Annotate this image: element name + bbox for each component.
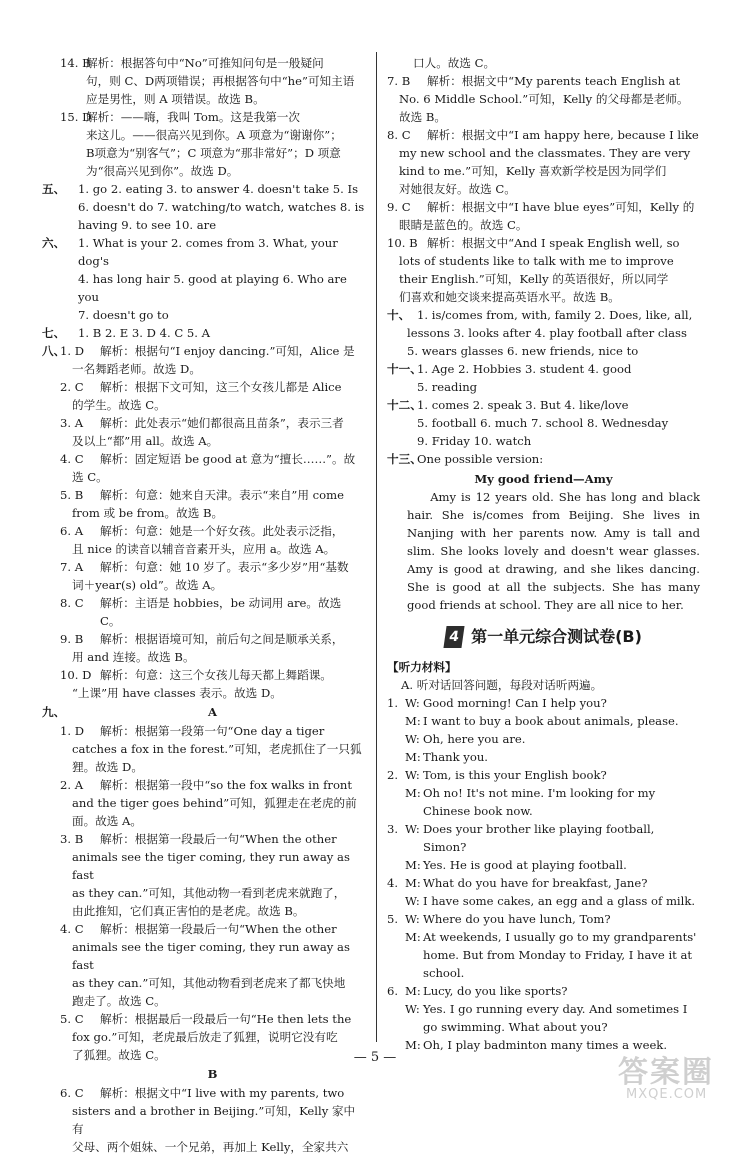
answer-line: and the tiger goes behind”可知，狐狸走在老虎的前: [72, 796, 357, 810]
speech-text: I want to buy a book about animals, please.: [423, 714, 679, 728]
answer-item: [60, 666, 365, 702]
section-9a-items: [60, 722, 365, 1064]
speaker-label: W:: [405, 732, 420, 746]
column-divider: [376, 52, 377, 1042]
unit-banner: [387, 626, 700, 648]
section-8: [42, 342, 365, 702]
section-13: 十三、 One possible version:: [387, 452, 544, 466]
answer-line: 解析：根据第一段第一句“One day a tiger: [100, 724, 325, 738]
answer-line: 一名舞蹈老师。故选 D。: [72, 362, 201, 376]
speech-text: Thank you.: [423, 750, 488, 764]
answer-line: 解析：根据下文可知，这三个女孩儿都是 Alice: [100, 380, 342, 394]
dialogue-line: [405, 694, 700, 712]
answer-item: [60, 594, 365, 630]
section-label: 八、: [42, 344, 66, 358]
answer-line: B项意为“别客气”；C 项意为“那非常好”；D 项意: [86, 146, 341, 160]
answer-line: 解析：根据第一段中“so the fox walks in front: [100, 778, 353, 792]
answer-line: 及以上“都”用 all。故选 A。: [72, 434, 219, 448]
section-label: 十、: [387, 308, 411, 322]
answer-line: animals see the tiger coming, they run away as fast: [72, 940, 350, 972]
section-12: 十二、 1. comes 2. speak 3. But 4. like/love 5. football 6. much 7. school 8. Wednesday 9. Friday 10. watch: [387, 398, 669, 448]
section-8-items: [60, 342, 365, 702]
answer-number: 10. B: [387, 236, 418, 250]
dialogue: [387, 910, 700, 982]
answer-line: 眼睛是蓝色的。故选 C。: [399, 218, 528, 232]
dialogue: [387, 982, 700, 1054]
answer-line: 解析：固定短语 be good at 意为“擅长……”。故: [100, 452, 356, 466]
answer-line: 解析：根据语境可知，前后句之间是顺承关系，: [100, 632, 344, 646]
answer-line: 解析：句意：这三个女孩儿每天都上舞蹈课。: [100, 668, 332, 682]
answer-line: lots of students like to talk with me to improve: [399, 254, 674, 268]
speaker-label: M:: [405, 750, 421, 764]
answer-line: 解析：根据文中“I live with my parents, two: [100, 1086, 345, 1100]
section-label: 十二、: [387, 398, 422, 412]
answer-line: 用 and 连接。故选 B。: [72, 650, 195, 664]
right-column: [387, 54, 700, 1054]
answer-number: 6. A: [60, 524, 84, 538]
answer-line: 解析：根据第一段最后一句“When the other: [100, 922, 337, 936]
answer-14: 14. B 解析：根据答句中“No”可推知问句是一般疑问: [60, 56, 324, 70]
answer-line: 们喜欢和她交谈来提高英语水平。故选 B。: [399, 290, 620, 304]
answer-line: 解析：根据最后一段最后一句“He then lets the: [100, 1012, 352, 1026]
speaker-label: M:: [405, 876, 421, 890]
answer-line: fox go.”可知，老虎最后放走了狐狸，说明它没有吃: [72, 1030, 338, 1044]
speaker-label: W:: [405, 894, 420, 908]
answer-item: [387, 234, 700, 306]
listening-intro: A. 听对话回答问题，每段对话听两遍。: [401, 678, 603, 692]
speaker-label: W:: [405, 912, 420, 926]
answer-item: [60, 722, 365, 776]
dialogue-line: [405, 766, 700, 784]
answer-line: 解析：句意：她来自天津。表示“来自”用 come: [100, 488, 344, 502]
answer-line: 解析：根据文中“I have blue eyes”可知，Kelly 的: [427, 200, 695, 214]
section-5: 五、 1. go 2. eating 3. to answer 4. doesn't take 5. Is 6. doesn't do 7. watching/to watch, watches 8. is having 9. to see 10. are: [42, 182, 365, 232]
answer-item: [60, 342, 365, 378]
answer-number: 8. C: [387, 128, 411, 142]
speech-text: Does your brother like playing football, Simon?: [423, 822, 655, 854]
section-9b-items: [60, 1084, 365, 1156]
answer-line: 狸。故选 D。: [72, 760, 143, 774]
section-label: 十三、: [387, 452, 422, 466]
essay-title: My good friend—Amy: [474, 472, 613, 486]
speech-text: What do you have for breakfast, Jane?: [423, 876, 648, 890]
right-answer-items: [387, 72, 700, 306]
unit-number-badge: 4: [444, 626, 465, 648]
essay-text: Amy is 12 years old. She has long and black hair. She is/comes from Beijing. She lives in Nanjing with her parents now. Amy is tall and slim. She looks lovely and doesn't wear glasses. Amy is good at drawing, and she likes dancing. She is good at all the subjects. She has many good friends at school. They are all nice to her.: [407, 490, 700, 612]
answer-line: 解析：句意：她是一个好女孩。此处表示泛指，: [100, 524, 344, 538]
answer-15: 15. D 解析：——嗨，我叫 Tom。这是我第一次: [60, 110, 300, 124]
page-number: — 5 —: [353, 1050, 397, 1065]
dialogue-line: [405, 856, 700, 874]
speech-text: Oh, here you are.: [423, 732, 526, 746]
answer-line: from 或 be from。故选 B。: [72, 506, 224, 520]
dialogue-line: [405, 910, 700, 928]
listening-tag: 【听力材料】: [387, 660, 457, 674]
dialogue: [387, 874, 700, 910]
dialogue-line: [405, 982, 700, 1000]
dialogue: [387, 820, 700, 874]
dialogue-line: [405, 1000, 700, 1036]
answer-line: 来这儿。——很高兴见到你。A 项意为“谢谢你”；: [86, 128, 342, 142]
section-7: 七、 1. B 2. E 3. D 4. C 5. A: [42, 326, 210, 340]
section-label: 十一、: [387, 362, 422, 376]
dialogue-line: [405, 874, 700, 892]
answer-number: 5. C: [60, 1012, 84, 1026]
dialogue-line: [405, 820, 700, 856]
speech-text: Yes. He is good at playing football.: [423, 858, 627, 872]
speaker-label: M:: [405, 1038, 421, 1052]
answer-item: [60, 378, 365, 414]
answer-item: [60, 522, 365, 558]
answer-number: 15. D: [60, 110, 92, 124]
answer-line: as they can.”可知，其他动物看到老虎来了都飞快地: [72, 976, 346, 990]
answer-item: [60, 920, 365, 1010]
answer-line: as they can.”可知，其他动物一看到老虎来就跑了，: [72, 886, 346, 900]
section-label: 九、: [42, 705, 66, 719]
dialogue-number: 2.: [387, 768, 399, 782]
speaker-label: M:: [405, 858, 421, 872]
dialogue-line: [405, 784, 700, 820]
speech-text: Oh, I play badminton many times a week.: [423, 1038, 668, 1052]
answer-line: my new school and the classmates. They are very: [399, 146, 691, 160]
answer-number: 14. B: [60, 56, 91, 70]
answer-line: 故选 B。: [399, 110, 446, 124]
answer-line: 了狐狸。故选 C。: [72, 1048, 166, 1062]
dialogue-line: [405, 748, 700, 766]
answer-line: kind to me.”可知，Kelly 喜欢新学校是因为同学们: [399, 164, 667, 178]
answer-line: “上课”用 have classes 表示。故选 D。: [72, 686, 282, 700]
answer-number: 7. B: [387, 74, 411, 88]
answer-line: 由此推知，它们真正害怕的是老虎。故选 B。: [72, 904, 305, 918]
answer-line: 解析：此处表示“她们都很高且苗条”，表示三者: [100, 416, 344, 430]
passage-a-heading: A: [208, 705, 217, 719]
answer-item: [60, 630, 365, 666]
dialogue: [387, 694, 700, 766]
answer-line: 解析：主语是 hobbies，be 动词用 are。故选 C。: [100, 596, 342, 628]
answer-number: 1. D: [60, 344, 85, 358]
passage-b-heading: B: [207, 1067, 218, 1081]
speaker-label: W:: [405, 696, 420, 710]
answer-line: 选 C。: [72, 470, 108, 484]
dialogue-line: [405, 730, 700, 748]
dialogue-number: 5.: [387, 912, 399, 926]
answer-line: catches a fox in the forest.”可知，老虎抓住了一只狐: [72, 742, 362, 756]
site-watermark: 答案圈 MXQE.COM: [618, 1055, 714, 1102]
answer-item: [60, 486, 365, 522]
dialogue-number: 4.: [387, 876, 399, 890]
answer-number: 6. C: [60, 1086, 84, 1100]
answer-line: 解析：根据句“I enjoy dancing.”可知，Alice 是: [100, 344, 355, 358]
answer-number: 3. A: [60, 416, 84, 430]
speech-text: I have some cakes, an egg and a glass of milk.: [423, 894, 696, 908]
answer-line: No. 6 Middle School.”可知，Kelly 的父母都是老师。: [399, 92, 689, 106]
dialogue: [387, 766, 700, 820]
answer-line: 对她很友好。故选 C。: [399, 182, 516, 196]
speech-text: Good morning! Can I help you?: [423, 696, 607, 710]
answer-line: 解析：根据文中“My parents teach English at: [427, 74, 681, 88]
speech-text: Tom, is this your English book?: [423, 768, 607, 782]
answer-line: 解析：根据文中“I am happy here, because I like: [427, 128, 699, 142]
answer-line: 跑走了。故选 C。: [72, 994, 166, 1008]
answer-number: 4. C: [60, 452, 84, 466]
speech-text: At weekends, I usually go to my grandparents' home. But from Monday to Friday, I have it at school.: [423, 930, 697, 980]
speaker-label: W:: [405, 822, 420, 836]
dialogue-line: [405, 928, 700, 982]
answer-item: [60, 558, 365, 594]
answer-continuation: 口人。故选 C。: [413, 56, 496, 70]
left-column: [42, 54, 365, 1156]
answer-number: 7. A: [60, 560, 84, 574]
answer-line: 解析：根据文中“And I speak English well, so: [427, 236, 680, 250]
answer-item: [387, 72, 700, 126]
answer-number: 5. B: [60, 488, 84, 502]
speaker-label: W:: [405, 1002, 420, 1016]
section-11: 十一、 1. Age 2. Hobbies 3. student 4. good 5. reading: [387, 362, 632, 394]
answer-number: 9. B: [60, 632, 84, 646]
speaker-label: M:: [405, 714, 421, 728]
dialogue-line: [405, 892, 700, 910]
answer-line: 解析：根据第一段最后一句“When the other: [100, 832, 337, 846]
dialogue-number: 1.: [387, 696, 399, 710]
answer-number: 2. C: [60, 380, 84, 394]
answer-line: sisters and a brother in Beijing.”可知，Kelly 家中有: [72, 1104, 356, 1136]
unit-title: 第一单元综合测试卷(B): [471, 627, 642, 646]
speech-text: Oh no! It's not mine. I'm looking for my Chinese book now.: [423, 786, 656, 818]
speaker-label: M:: [405, 984, 421, 998]
section-6: 六、 1. What is your 2. comes from 3. What, your dog's 4. has long hair 5. good at playing 6. Who are you 7. doesn't go to: [42, 236, 347, 322]
speech-text: Lucy, do you like sports?: [423, 984, 568, 998]
answer-item: [387, 198, 700, 234]
speaker-label: W:: [405, 768, 420, 782]
dialogue-line: [405, 712, 700, 730]
answer-line: 句，则 C、D两项错误；再根据答句中“he”可知主语: [86, 74, 355, 88]
listening-dialogues: [387, 694, 700, 1054]
speech-text: Yes. I go running every day. And sometimes I go swimming. What about you?: [423, 1002, 688, 1034]
answer-line: 的学生。故选 C。: [72, 398, 166, 412]
answer-number: 10. D: [60, 668, 92, 682]
speech-text: Where do you have lunch, Tom?: [423, 912, 611, 926]
answer-item: [60, 1084, 365, 1156]
answer-line: 应是男性，则 A 项错误。故选 B。: [86, 92, 265, 106]
answer-item: [387, 126, 700, 198]
section-9: [42, 703, 365, 1156]
answer-number: 2. A: [60, 778, 84, 792]
section-label: 六、: [42, 236, 66, 250]
answer-line: their English.”可知，Kelly 的英语很好，所以同学: [399, 272, 669, 286]
section-10: 十、 1. is/comes from, with, family 2. Does, like, all, lessons 3. looks after 4. play football after class 5. wears glasses 6. new friends, nice to: [387, 308, 693, 358]
speaker-label: M:: [405, 930, 421, 944]
answer-line: 且 nice 的读音以辅音音素开头，应用 a。故选 A。: [72, 542, 336, 556]
answer-number: 9. C: [387, 200, 411, 214]
section-label: 七、: [42, 326, 66, 340]
answer-number: 4. C: [60, 922, 84, 936]
answer-line: 父母、两个姐妹、一个兄弟，再加上 Kelly，全家共六: [72, 1140, 349, 1154]
answer-line: 解析：句意：她 10 岁了。表示“多少岁”用“基数: [100, 560, 349, 574]
answer-number: 8. C: [60, 596, 84, 610]
answer-line: 面。故选 A。: [72, 814, 143, 828]
answer-line: 词＋year(s) old”。故选 A。: [72, 578, 223, 592]
speaker-label: M:: [405, 786, 421, 800]
answer-line: animals see the tiger coming, they run away as fast: [72, 850, 350, 882]
answer-number: 1. D: [60, 724, 85, 738]
section-label: 五、: [42, 182, 66, 196]
dialogue-number: 3.: [387, 822, 399, 836]
answer-item: [60, 414, 365, 450]
answer-line: 为“很高兴见到你”。故选 D。: [86, 164, 239, 178]
answer-item: [60, 450, 365, 486]
answer-item: [60, 830, 365, 920]
dialogue-number: 6.: [387, 984, 399, 998]
answer-item: [60, 776, 365, 830]
answer-number: 3. B: [60, 832, 84, 846]
